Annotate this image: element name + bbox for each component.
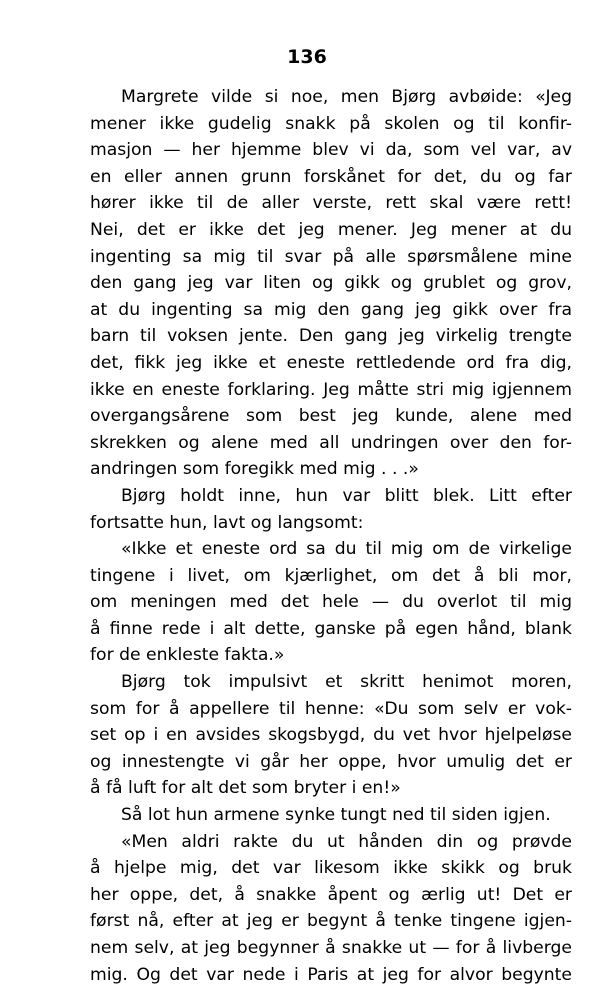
text-line: hører ikke til de aller verste, rett skal være rett! [90, 193, 572, 214]
text-line: set op i en avsides skogsbygd, du vet hvor hjelpeløse [90, 725, 572, 746]
text-line: fortsatte hun, lavt og langsomt: [90, 512, 364, 533]
text-line: tingene i livet, om kjærlighet, om det å bli mor, [90, 565, 572, 586]
text-line: «Men aldri rakte du ut hånden din og prøvde [121, 831, 572, 852]
text-line: Nei, det er ikke det jeg mener. Jeg mener at du [90, 219, 572, 240]
text-line: overgangsårene som best jeg kunde, alene med [90, 406, 572, 427]
paragraph [90, 536, 572, 669]
text-line: nem selv, at jeg begynner å snakke ut — for å livberge [90, 938, 572, 958]
text-line: her oppe, det, å snakke åpent og ærlig ut! Det er [90, 884, 572, 905]
paragraph [90, 84, 572, 483]
text-line: Bjørg tok impulsivt et skritt henimot moren, [121, 672, 572, 693]
text-line: andringen som foregikk med mig . . .» [90, 459, 419, 480]
text-line: en eller annen grunn forskånet for det, du og far [90, 166, 572, 187]
paragraph [90, 669, 572, 802]
text-line: det, fikk jeg ikke et eneste rettledende ord fra dig, [90, 352, 572, 373]
text-line: å finne rede i alt dette, ganske på egen hånd, blank [90, 618, 572, 639]
page-number: 136 [287, 46, 327, 68]
text-line: Bjørg holdt inne, hun var blitt blek. Litt efter [121, 485, 572, 506]
paragraph [90, 802, 572, 829]
body-text [90, 84, 572, 988]
text-line: den gang jeg var liten og gikk og grublet og grov, [90, 273, 572, 294]
text-line: å hjelpe mig, det var likesom ikke skikk og bruk [90, 858, 572, 879]
text-line: skrekken og alene med all undringen over den for- [90, 432, 572, 453]
text-line: mig. Og det var nede i Paris at jeg for alvor begynte [90, 964, 572, 985]
text-line: som for å appellere til henne: «Du som selv er vok- [90, 698, 572, 719]
text-line: og innestengte vi går her oppe, hvor umulig det er [90, 751, 572, 772]
text-line: at du ingenting sa mig den gang jeg gikk over fra [90, 299, 572, 320]
text-line: mener ikke gudelig snakk på skolen og til konfir- [90, 113, 572, 134]
text-line: for de enkleste fakta.» [90, 645, 285, 666]
text-line: først nå, efter at jeg er begynt å tenke tingene igjen- [90, 911, 572, 932]
text-line: Så lot hun armene synke tungt ned til siden igjen. [121, 805, 551, 826]
text-line: Margrete vilde si noe, men Bjørg avbøide: «Jeg [121, 87, 572, 107]
text-line: «Ikke et eneste ord sa du til mig om de virkelige [121, 539, 572, 560]
text-line: masjon — her hjemme blev vi da, som vel var, av [90, 140, 572, 161]
paragraph [90, 483, 572, 536]
text-line: å få luft for alt det som bryter i en!» [90, 778, 401, 799]
text-line: ikke en eneste forklaring. Jeg måtte stri mig igjennem [90, 379, 572, 400]
text-line: barn til voksen jente. Den gang jeg virkelig trengte [90, 326, 572, 347]
text-line: om meningen med det hele — du overlot til mig [90, 592, 572, 613]
paragraph [90, 829, 572, 988]
text-line: ingenting sa mig til svar på alle spørsmålene mine [90, 246, 572, 267]
